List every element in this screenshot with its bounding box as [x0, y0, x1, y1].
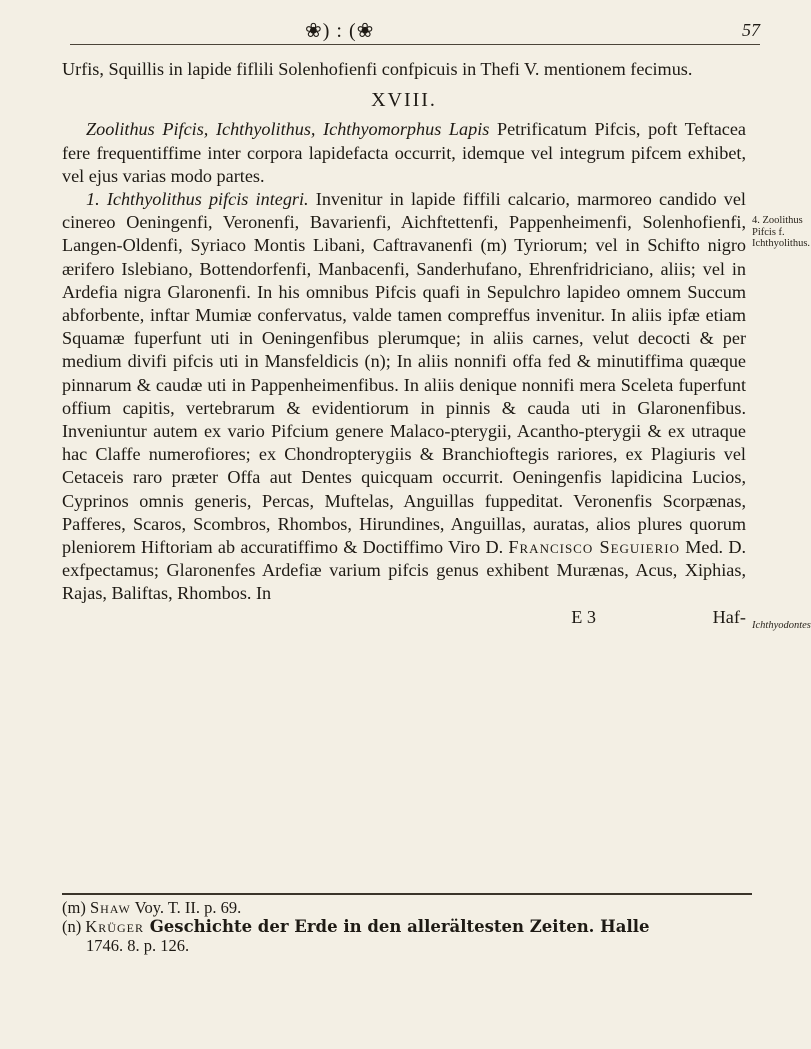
intro-paragraph: Urfis, Squillis in lapide fiflili Solenhofienfi confpicuis in Thefi V. mentionem fecimus.: [62, 59, 693, 79]
footnote-m: [62, 898, 752, 917]
margin-note: [752, 215, 811, 631]
margin-note-lower: Ichthyodontes: [752, 619, 811, 631]
catchword: Haf-: [712, 606, 746, 627]
footnote-m-author: Shaw: [89, 898, 131, 917]
ichthyolithus-lead: 1. Ichthyolithus pifcis integri.: [86, 189, 309, 210]
ichthyolithus-text-1: Invenitur in lapide fiffili calcario, marmoreo candido vel cinereo Oeningenfi, Veronenfi, Bavarienfi, Aichftettenfi, Pappenheimenfi, Solenhofienfi, Langen-Oldenfi, Syriaco Montis Libani, Caftravanenfi (m) Tyriorum; vel in Schifto nigro ærifero Islebiano, Bottendorfenfi, Manbacenfi, Sanderhufano, Ehrenfridriciano, aliis; vel in Ardefia nigra Glaronenfi. In his omnibus Pifcis quafi in Sepulchro lapideo omnem Succum abforbente, inftar Mumiæ confervatus, valde tamen compreffus invenitur. In aliis ipfæ etiam Squamæ fuperfunt uti in Oeningenfibus plerumque; in aliis carnes, velut decocti & per medium divifi pifcis uti in Mansfeldicis (n); In aliis nonnifi offa fed & minutiffima quæque pinnarum & caudæ uti in Pappenheimenfibus. In aliis denique nonnifi mera Sceleta fuperfunt offium capitis, vertebrarum & evidentiorum in pinnis & cauda uti in Glaronenfibus. Inveniuntur autem ex vario Pifcium genere Malaco-pterygii, Acantho-pterygii & ex utraque hac Claffe numerofiores; ex Chondropterygiis & Branchioftegis rariores, ex Plagiuris vel Cetaceis raro præter Offa aut Dentes quicquam occurrit. Oeningenfis lapidicina Lucios, Cyprinos omnis generis, Percas, Muftelas, Anguillas fuppeditat. Veronenfis Scorpænas, Pafferes, Scaros, Scombros, Rhombos, Hirundines, Anguillas, auratas, alios plures quorum pleniorem Hiftoriam ab accuratiffimo & Doctiffimo Viro D.: [62, 189, 746, 558]
page-number: 57: [742, 20, 760, 40]
footnote-n-author: Krüger: [85, 917, 144, 936]
main-text: [62, 58, 746, 629]
margin-note-text: 4. Zoolithus Pifcis f. Ichthyolithus.: [752, 215, 811, 249]
header-rule: [70, 44, 760, 45]
footnote-m-text: Voy. T. II. p. 69.: [130, 898, 242, 917]
zoolithus-lead: Zoolithus Pifcis, Ichthyolithus, Ichthyomorphus Lapis: [86, 119, 490, 140]
footnotes: [62, 898, 752, 955]
footnote-n: [62, 917, 752, 936]
footnote-n-cont: 1746. 8. p. 126.: [86, 936, 190, 955]
signature-line: [62, 606, 746, 629]
footnote-rule: [62, 893, 752, 895]
footnote-n-title: Geschichte der Erde in den allerältesten Zeiten. Halle: [143, 917, 650, 936]
footnote-n-label: (n): [62, 917, 82, 936]
header-ornament: ❀) : (❀: [305, 20, 375, 42]
zoolithus-text: Petrificatum Pifcis, poft Teftacea fere frequentiffime inter corpora lapidefacta occurrit, idemque vel integrum pifcem exhibet, vel ejus varias modo partes.: [62, 119, 746, 186]
ichthyolithus-text-2: Med. D. exfpectamus; Glaronenfes Ardefiæ varium pifcis genus exhibent Murænas, Acus, Xiphias, Rajas, Baliftas, Rhombos. In: [62, 537, 747, 604]
running-header: [70, 18, 760, 44]
section-title: XVIII.: [371, 89, 437, 112]
paragraph-ichthyolithus: [62, 188, 746, 606]
signature-mark: E 3: [571, 606, 596, 627]
footnote-m-label: (m): [62, 898, 86, 917]
seguier-name: Francisco Seguierio: [508, 537, 680, 558]
paragraph-zoolithus: [62, 118, 746, 188]
